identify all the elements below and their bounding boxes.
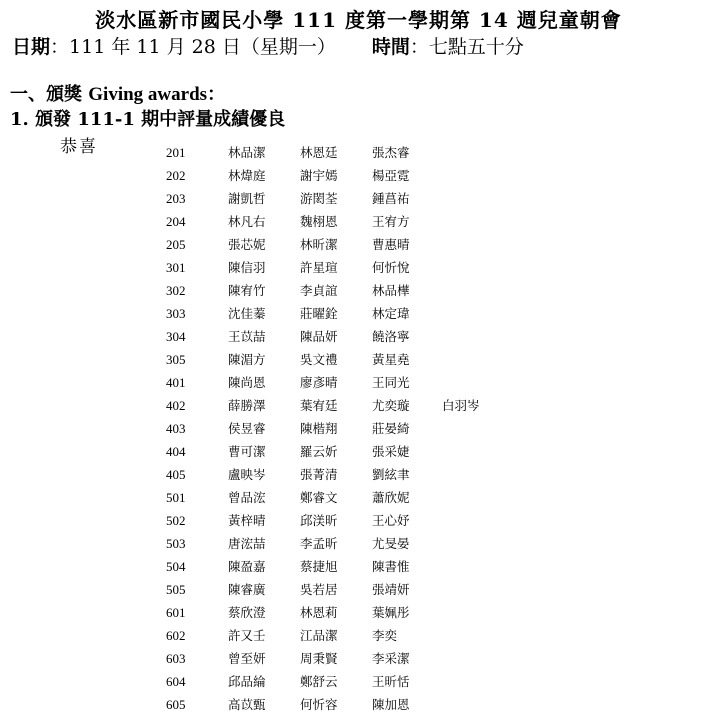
student-name: 黃星堯 (372, 352, 410, 367)
list-item (0, 394, 717, 417)
class-number: 204 (166, 214, 186, 229)
student-name: 李孟昕 (300, 536, 338, 551)
class-number: 603 (166, 651, 186, 666)
list-item (0, 279, 717, 302)
student-name: 何忻悅 (372, 260, 410, 275)
student-name: 李貞誼 (300, 283, 338, 298)
list-item (0, 141, 717, 164)
list-item (0, 463, 717, 486)
student-name: 尤旻晏 (372, 536, 410, 551)
student-name: 曾至妍 (228, 651, 266, 666)
student-name: 林品樺 (372, 283, 410, 298)
class-number: 305 (166, 352, 186, 367)
student-name: 曾品浤 (228, 490, 266, 505)
date-time-line (12, 32, 524, 59)
class-number: 501 (166, 490, 186, 505)
student-name: 林恩廷 (300, 145, 338, 160)
student-name: 王宥方 (372, 214, 410, 229)
class-number: 403 (166, 421, 186, 436)
student-name: 魏栩恩 (300, 214, 338, 229)
student-name: 王心妤 (372, 513, 410, 528)
student-name: 許又壬 (228, 628, 266, 643)
list-item (0, 509, 717, 532)
list-item (0, 624, 717, 647)
list-item (0, 233, 717, 256)
class-number: 402 (166, 398, 186, 413)
list-item (0, 670, 717, 693)
student-name: 李采潔 (372, 651, 410, 666)
page-title: 淡水區新市國民小學 111 度第一學期第 14 週兒童朝會 (95, 8, 622, 32)
section-heading-en: Giving awards (88, 84, 208, 105)
date-label: 日期 (12, 36, 51, 58)
student-name: 薛勝澤 (228, 398, 266, 413)
class-number: 303 (166, 306, 186, 321)
student-name: 陳宥竹 (228, 283, 266, 298)
list-item (0, 440, 717, 463)
class-number: 405 (166, 467, 186, 482)
class-number: 401 (166, 375, 186, 390)
student-name: 邱渼昕 (300, 513, 338, 528)
list-item (0, 601, 717, 624)
student-name: 吳文禮 (300, 352, 338, 367)
class-number: 201 (166, 145, 186, 160)
student-name: 張靖妍 (372, 582, 410, 597)
student-name: 陳品妍 (300, 329, 338, 344)
list-item (0, 532, 717, 555)
student-name: 陳書惟 (372, 559, 410, 574)
student-name: 何忻容 (300, 697, 338, 712)
class-number: 502 (166, 513, 186, 528)
student-name: 林煒庭 (228, 168, 266, 183)
item-title: 1. 頒發 111-1 期中評量成績優良 (10, 109, 286, 130)
student-name: 盧映岑 (228, 467, 266, 482)
student-name: 廖彥晴 (300, 375, 338, 390)
congrats-text: 恭喜 (60, 137, 98, 157)
student-name: 曹惠晴 (372, 237, 410, 252)
list-item (0, 417, 717, 440)
list-item (0, 187, 717, 210)
student-name: 張采婕 (372, 444, 410, 459)
class-number: 503 (166, 536, 186, 551)
class-number: 302 (166, 283, 186, 298)
class-number: 604 (166, 674, 186, 689)
student-name: 唐浤喆 (228, 536, 266, 551)
class-number: 202 (166, 168, 186, 183)
student-name: 張菁清 (300, 467, 338, 482)
student-name: 侯昱睿 (228, 421, 266, 436)
student-name: 尤奕璇 (372, 398, 410, 413)
student-name: 蔡捷旭 (300, 559, 338, 574)
student-name: 林昕潔 (300, 237, 338, 252)
student-name: 林凡右 (228, 214, 266, 229)
class-number: 304 (166, 329, 186, 344)
student-name: 王苡喆 (228, 329, 266, 344)
student-name: 吳若居 (300, 582, 338, 597)
student-name: 沈佳蓁 (228, 306, 266, 321)
list-item (0, 210, 717, 233)
student-name: 許星瑄 (300, 260, 338, 275)
class-number: 605 (166, 697, 186, 712)
student-name: 謝凱哲 (228, 191, 266, 206)
list-item (0, 256, 717, 279)
student-name: 葉宥廷 (300, 398, 338, 413)
student-name: 莊曜銓 (300, 306, 338, 321)
student-name: 張芯妮 (228, 237, 266, 252)
student-name: 邱品綸 (228, 674, 266, 689)
time-label: 時間 (371, 36, 410, 58)
student-name: 黃梓晴 (228, 513, 266, 528)
list-item (0, 647, 717, 670)
student-name: 劉絃聿 (372, 467, 410, 482)
list-item (0, 371, 717, 394)
list-item (0, 325, 717, 348)
student-name: 葉姵彤 (372, 605, 410, 620)
student-name: 周秉賢 (300, 651, 338, 666)
date-value: ：111 年 11 月 28 日（星期一） (50, 36, 336, 58)
student-name: 饒洛寧 (372, 329, 410, 344)
student-name: 張杰睿 (372, 145, 410, 160)
list-item (0, 302, 717, 325)
list-item (0, 555, 717, 578)
section-heading-zh: 一、頒獎 (10, 84, 89, 105)
student-name: 李奕 (372, 628, 398, 643)
class-number: 404 (166, 444, 186, 459)
student-name: 鄭舒云 (300, 674, 338, 689)
student-name: 羅云妡 (300, 444, 338, 459)
section-heading-colon: ： (207, 84, 226, 105)
student-name: 莊晏綺 (372, 421, 410, 436)
student-name: 陳信羽 (228, 260, 266, 275)
student-name: 白羽岑 (442, 398, 480, 413)
student-name: 陳盈嘉 (228, 559, 266, 574)
class-number: 203 (166, 191, 186, 206)
student-name: 蔡欣澄 (228, 605, 266, 620)
list-item (0, 693, 717, 716)
time-value: ：七點五十分 (409, 36, 524, 58)
class-number: 505 (166, 582, 186, 597)
student-name: 林品潔 (228, 145, 266, 160)
student-name: 王昕恬 (372, 674, 410, 689)
section-heading (10, 80, 225, 106)
list-item (0, 578, 717, 601)
class-number: 301 (166, 260, 186, 275)
list-item (0, 164, 717, 187)
student-name: 鍾菖祐 (372, 191, 410, 206)
student-name: 楊亞霓 (372, 168, 410, 183)
class-number: 601 (166, 605, 186, 620)
class-number: 602 (166, 628, 186, 643)
student-name: 曹可潔 (228, 444, 266, 459)
student-name: 江品潔 (300, 628, 338, 643)
student-name: 陳睿廣 (228, 582, 266, 597)
student-name: 謝宇嫣 (300, 168, 338, 183)
student-name: 高苡甄 (228, 697, 266, 712)
student-name: 蕭欣妮 (372, 490, 410, 505)
student-name: 游閎荃 (300, 191, 338, 206)
student-name: 林恩莉 (300, 605, 338, 620)
student-name: 林定瑋 (372, 306, 410, 321)
student-name: 陳加恩 (372, 697, 410, 712)
student-name: 陳尚恩 (228, 375, 266, 390)
award-list (0, 141, 717, 716)
student-name: 陳湄方 (228, 352, 266, 367)
class-number: 205 (166, 237, 186, 252)
student-name: 王同光 (372, 375, 410, 390)
student-name: 鄭睿文 (300, 490, 338, 505)
list-item (0, 486, 717, 509)
list-item (0, 348, 717, 371)
class-number: 504 (166, 559, 186, 574)
student-name: 陳楷翔 (300, 421, 338, 436)
